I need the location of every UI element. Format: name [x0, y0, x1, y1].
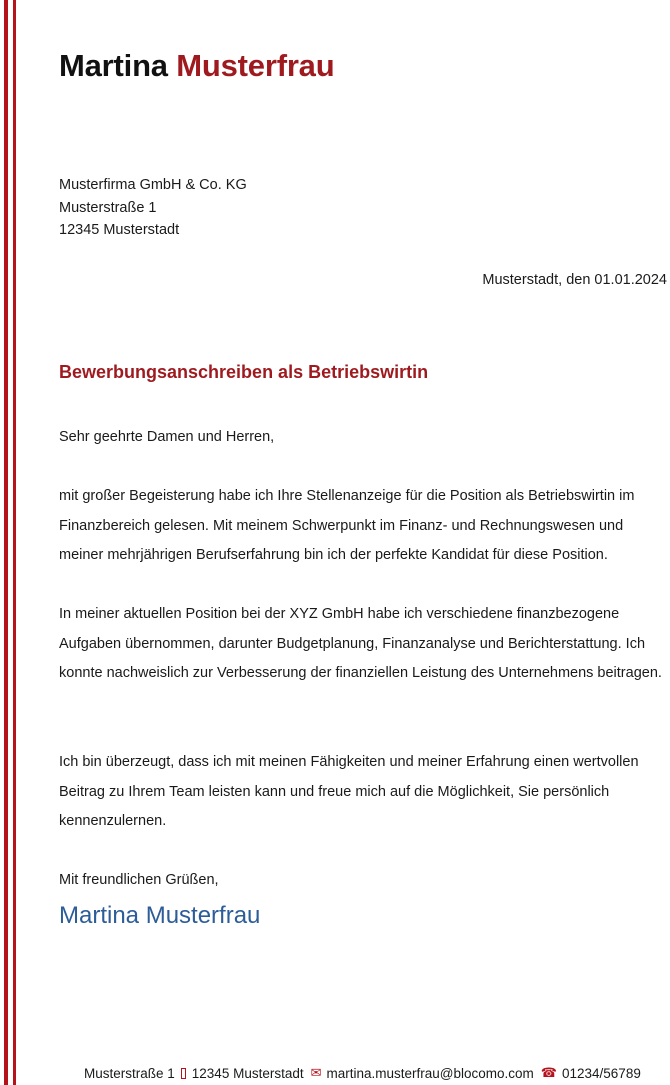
applicant-name-heading	[59, 48, 334, 84]
mail-icon: ✉	[310, 1065, 322, 1080]
recipient-street: Musterstraße 1	[59, 199, 157, 216]
closing: Mit freundlichen Grüßen,	[59, 872, 219, 888]
phone-icon: ☎	[540, 1065, 557, 1080]
subject-line: Bewerbungsanschreiben als Betriebswirtin	[59, 362, 429, 382]
footer-email[interactable]: martina.musterfrau@blocomo.com	[326, 1065, 534, 1081]
separator-icon	[181, 1068, 186, 1079]
footer-city: 12345 Musterstadt	[191, 1065, 304, 1081]
recipient-city: 12345 Musterstadt	[59, 222, 180, 238]
recipient-address	[59, 174, 247, 242]
date-line: Musterstadt, den 01.01.2024	[482, 272, 667, 288]
first-name: Martina	[59, 48, 168, 83]
body-paragraph-1: mit großer Begeisterung habe ich Ihre Stellenanzeige für die Position als Betriebswirtin im Finanzbereich gelesen. Mit meinem Schwerpunkt im Finanz- und Rechnungswesen und meiner mehrjährigen Berufserfahrung bin ich der perfekte Kandidat für diese Position.	[59, 488, 635, 563]
recipient-company: Musterfirma GmbH & Co. KG	[59, 177, 247, 193]
footer-phone[interactable]: 01234/56789	[562, 1065, 641, 1081]
footer-street: Musterstraße 1	[84, 1065, 175, 1081]
body-paragraph-3: Ich bin überzeugt, dass ich mit meinen Fähigkeiten und meiner Erfahrung einen wertvollen Beitrag zu Ihrem Team leisten kann und freue mich auf die Möglichkeit, Sie persönlich kennenzulernen.	[59, 754, 639, 829]
left-border-line-inner	[13, 0, 16, 1085]
salutation: Sehr geehrte Damen und Herren,	[59, 429, 275, 445]
footer-contact	[84, 1065, 641, 1081]
last-name: Musterfrau	[176, 48, 335, 83]
body-paragraph-2: In meiner aktuellen Position bei der XYZ GmbH habe ich verschiedene finanzbezogene Aufgaben übernommen, darunter Budgetplanung, Finanzanalyse und Berichterstattung. Ich konnte nachweislich zur Verbesserung der finanziellen Leistung des Unternehmens beitragen.	[59, 606, 662, 681]
signature: Martina Musterfrau	[59, 902, 261, 929]
left-border-line-outer	[4, 0, 8, 1085]
